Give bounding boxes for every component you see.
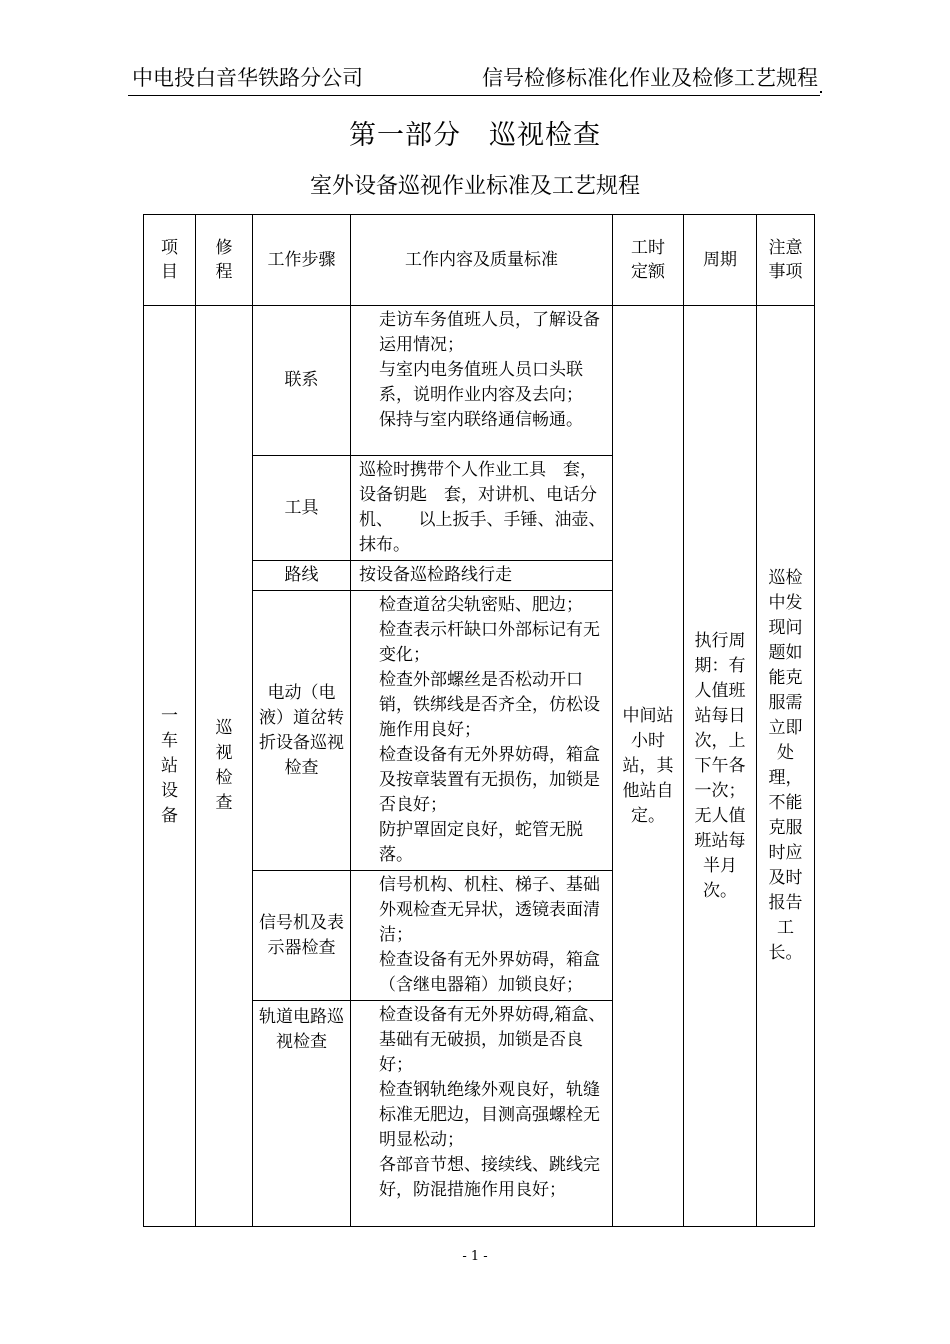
step-cell: 联系 bbox=[253, 306, 351, 456]
header-rule bbox=[128, 95, 820, 96]
page-number: - 1 - bbox=[462, 1249, 488, 1264]
content-cell: 信号机构、机柱、梯子、基础外观检查无异状，透镜表面清洁； 检查设备有无外界妨碍，箱盒（含继电器箱）加锁良好； bbox=[351, 871, 613, 1001]
column-header-item: 项目 bbox=[144, 215, 196, 306]
page-header bbox=[130, 62, 820, 94]
header-company: 中电投白音华铁路分公司 bbox=[132, 66, 363, 90]
repair-cell: 巡视检查 bbox=[196, 306, 253, 1227]
cycle-cell: 执行周期：有人值班站每日次，上下午各一次；无人值班站每半月次。 bbox=[684, 306, 757, 1227]
content-cell: 巡检时携带个人作业工具 套，设备钥匙 套，对讲机、电话分机、 以上扳手、手锤、油壶、抹布。 bbox=[351, 456, 613, 561]
column-header-notes: 注意事项 bbox=[757, 215, 815, 306]
content-cell: 按设备巡检路线行走 bbox=[351, 561, 613, 591]
step-cell: 轨道电路巡视检查 bbox=[253, 1001, 351, 1227]
step-cell: 工具 bbox=[253, 456, 351, 561]
column-header-hours: 工时定额 bbox=[613, 215, 684, 306]
standards-table bbox=[143, 214, 815, 1227]
column-header-content: 工作内容及质量标准 bbox=[351, 215, 613, 306]
content-cell: 检查设备有无外界妨碍,箱盒、基础有无破损，加锁是否良好； 检查钢轨绝缘外观良好，轨缝标准无肥边，目测高强螺栓无明显松动； 各部音节想、接续线、跳线完好，防混措施作用良好； bbox=[351, 1001, 613, 1227]
hours-cell: 中间站小时站，其他站自定。 bbox=[613, 306, 684, 1227]
page-title: 第一部分 巡视检查 bbox=[349, 120, 601, 151]
column-header-cycle: 周期 bbox=[684, 215, 757, 306]
step-cell: 信号机及表示器检查 bbox=[253, 871, 351, 1001]
item-cell: 一车站设备 bbox=[144, 306, 196, 1227]
step-cell: 电动（电液）道岔转折设备巡视检查 bbox=[253, 591, 351, 871]
column-header-repair: 修程 bbox=[196, 215, 253, 306]
table-row bbox=[144, 306, 815, 456]
step-cell: 路线 bbox=[253, 561, 351, 591]
section-subtitle: 室外设备巡视作业标准及工艺规程 bbox=[309, 174, 640, 199]
content-cell: 检查道岔尖轨密贴、肥边； 检查表示杆缺口外部标记有无变化； 检查外部螺丝是否松动开口销，铁绑线是否齐全，仿松设施作用良好； 检查设备有无外界妨碍，箱盒及按章装置有无损伤，加锁是否良好； 防护罩固定良好，蛇管无脱落。 bbox=[351, 591, 613, 871]
content-cell: 走访车务值班人员，了解设备运用情况； 与室内电务值班人员口头联系，说明作业内容及去向； 保持与室内联络通信畅通。 bbox=[351, 306, 613, 456]
column-header-step: 工作步骤 bbox=[253, 215, 351, 306]
table-header-row bbox=[144, 215, 815, 306]
header-doc-title: 信号检修标准化作业及检修工艺规程 bbox=[482, 66, 818, 90]
header-rule-end-mark bbox=[820, 91, 822, 93]
notes-cell: 巡检中发现问题如能克服需立即处理，不能克服时应及时报告工长。 bbox=[757, 306, 815, 1227]
